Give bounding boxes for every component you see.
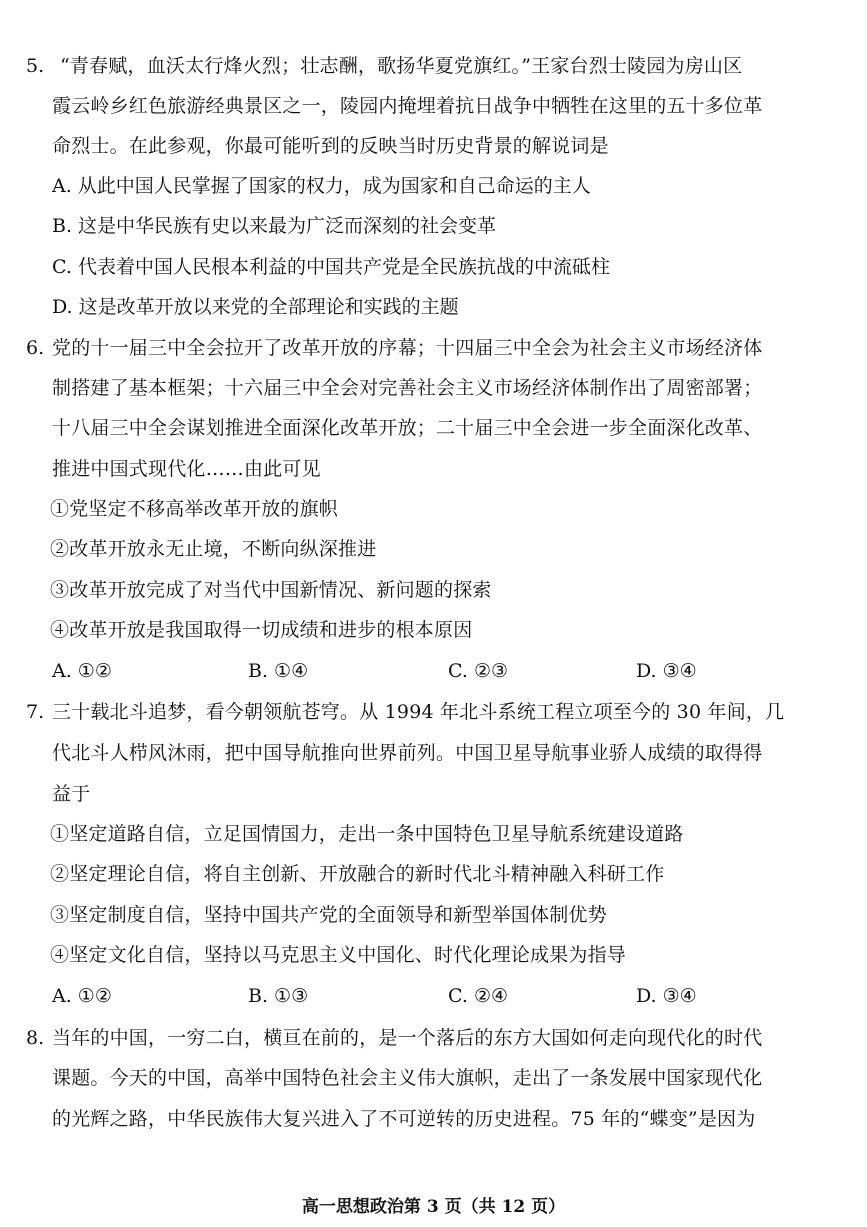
question-stem-line: 霞云岭乡红色旅游经典景区之一，陵园内掩埋着抗日战争中牺牲在这里的五十多位革: [52, 95, 763, 117]
option-a: A. 从此中国人民掌握了国家的权力，成为国家和自己命运的主人: [52, 175, 591, 197]
question-stem-line: 党的十一届三中全会拉开了改革开放的序幕；十四届三中全会为社会主义市场经济体: [52, 337, 763, 359]
choice-a: A. ①②: [52, 985, 112, 1007]
statement-2: ②改革开放永无止境，不断向纵深推进: [50, 538, 377, 560]
question-stem-line: 当年的中国，一穷二白，横亘在前的，是一个落后的东方大国如何走向现代化的时代: [52, 1027, 763, 1049]
choice-d: D. ③④: [636, 660, 697, 682]
choice-b: B. ①④: [248, 660, 309, 682]
question-number: 5.: [26, 55, 45, 77]
question-stem-line: 推进中国式现代化……由此可见: [52, 458, 321, 480]
option-d: D. 这是改革开放以来党的全部理论和实践的主题: [52, 296, 459, 318]
choice-a: A. ①②: [52, 660, 112, 682]
statement-1: ①坚定道路自信，立足国情国力，走出一条中国特色卫星导航系统建设道路: [50, 823, 684, 845]
statement-4: ④坚定文化自信，坚持以马克思主义中国化、时代化理论成果为指导: [50, 944, 627, 966]
question-stem-line: 命烈士。在此参观，你最可能听到的反映当时历史背景的解说词是: [52, 135, 609, 157]
question-stem-line: 的光辉之路，中华民族伟大复兴进入了不可逆转的历史进程。75 年的“蝶变”是因为: [52, 1108, 756, 1130]
choice-b: B. ①③: [248, 985, 309, 1007]
question-stem-line: 十八届三中全会谋划推进全面深化改革开放；二十届三中全会进一步全面深化改革、: [52, 417, 763, 439]
question-stem-line: 益于: [52, 783, 91, 805]
question-stem-line: “青春赋，血沃太行烽火烈；壮志酬，歌扬华夏党旗红。”王家台烈士陵园为房山区: [60, 55, 743, 77]
choice-c: C. ②④: [448, 985, 509, 1007]
question-number: 7.: [26, 701, 45, 723]
option-c: C. 代表着中国人民根本利益的中国共产党是全民族抗战的中流砥柱: [52, 256, 610, 278]
page-footer: 高一思想政治第 3 页（共 12 页）: [301, 1197, 566, 1217]
question-stem-line: 代北斗人栉风沐雨，把中国导航推向世界前列。中国卫星导航事业骄人成绩的取得得: [52, 742, 763, 764]
statement-4: ④改革开放是我国取得一切成绩和进步的根本原因: [50, 619, 473, 641]
statement-3: ③改革开放完成了对当代中国新情况、新问题的探索: [50, 579, 492, 601]
statement-2: ②坚定理论自信，将自主创新、开放融合的新时代北斗精神融入科研工作: [50, 863, 665, 885]
statement-3: ③坚定制度自信，坚持中国共产党的全面领导和新型举国体制优势: [50, 904, 607, 926]
question-stem-line: 制搭建了基本框架；十六届三中全会对完善社会主义市场经济体制作出了周密部署；: [52, 377, 763, 399]
option-b: B. 这是中华民族有史以来最为广泛而深刻的社会变革: [52, 215, 497, 237]
choice-d: D. ③④: [636, 985, 697, 1007]
question-stem-line: 课题。今天的中国，高举中国特色社会主义伟大旗帜，走出了一条发展中国家现代化: [52, 1067, 763, 1089]
statement-1: ①党坚定不移高举改革开放的旗帜: [50, 498, 339, 520]
choice-c: C. ②③: [448, 660, 509, 682]
question-number: 8.: [26, 1027, 45, 1049]
question-stem-line: 三十载北斗追梦，看今朝领航苍穹。从 1994 年北斗系统工程立项至今的 30 年间，几: [52, 701, 785, 723]
question-number: 6.: [26, 337, 45, 359]
